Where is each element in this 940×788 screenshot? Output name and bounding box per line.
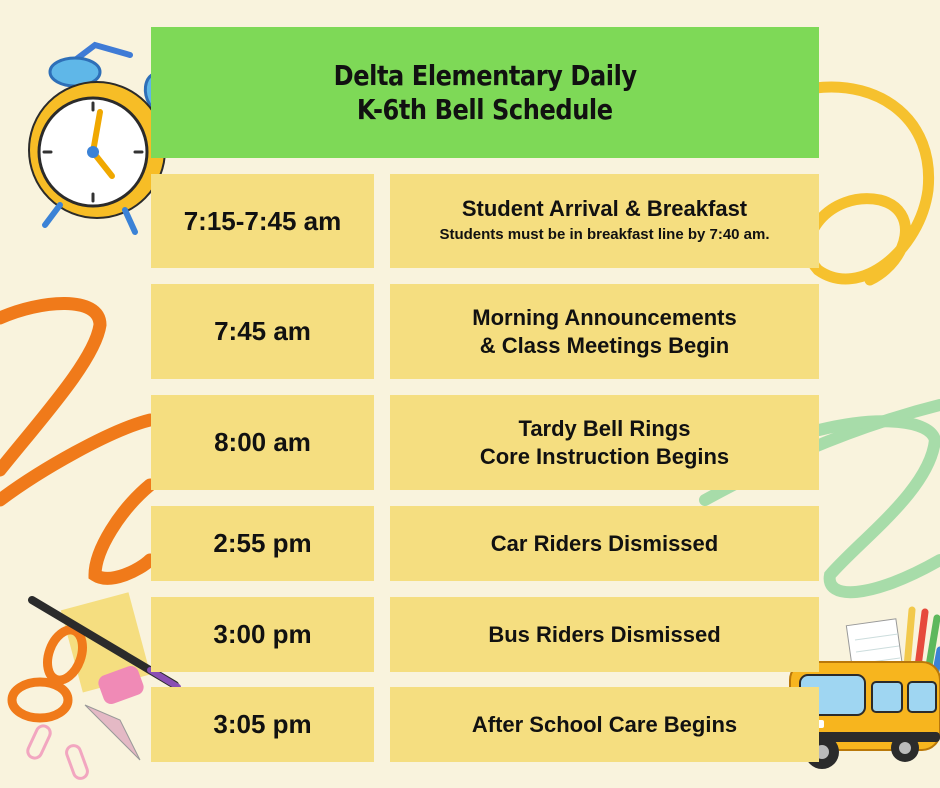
time-cell xyxy=(151,687,374,762)
event-text: After School Care Begins xyxy=(471,711,738,737)
time-text: 7:45 am xyxy=(214,316,311,346)
event-cell xyxy=(390,506,819,581)
time-cell xyxy=(151,174,374,268)
time-text: 3:00 pm xyxy=(213,619,312,649)
event-cell xyxy=(390,395,819,490)
event-cell xyxy=(390,284,819,379)
event-cell xyxy=(390,174,819,268)
event-cell xyxy=(390,687,819,762)
time-text: 8:00 am xyxy=(214,427,311,457)
title-line-1: Delta Elementary Daily xyxy=(333,58,637,92)
orange-scribble xyxy=(0,303,150,578)
schedule-header xyxy=(151,27,819,158)
event-text: Core Instruction Begins xyxy=(479,443,730,469)
time-cell xyxy=(151,506,374,581)
event-text: Student Arrival & Breakfast xyxy=(461,196,748,221)
time-cell xyxy=(151,284,374,379)
event-text: & Class Meetings Begin xyxy=(479,332,730,358)
event-cell xyxy=(390,597,819,672)
event-text: Car Riders Dismissed xyxy=(490,530,719,556)
time-cell xyxy=(151,597,374,672)
event-note: Students must be in breakfast line by 7:40 am. xyxy=(439,226,770,243)
yellow-scribble xyxy=(809,87,929,280)
time-cell xyxy=(151,395,374,490)
time-text: 3:05 pm xyxy=(213,709,312,739)
title-line-2: K-6th Bell Schedule xyxy=(357,92,613,126)
time-text: 7:15-7:45 am xyxy=(183,205,342,236)
time-text: 2:55 pm xyxy=(213,528,312,558)
event-text: Bus Riders Dismissed xyxy=(488,621,721,647)
event-text: Tardy Bell Rings xyxy=(518,415,691,441)
event-text: Morning Announcements xyxy=(472,304,737,330)
paper-clip-icon xyxy=(25,724,89,781)
